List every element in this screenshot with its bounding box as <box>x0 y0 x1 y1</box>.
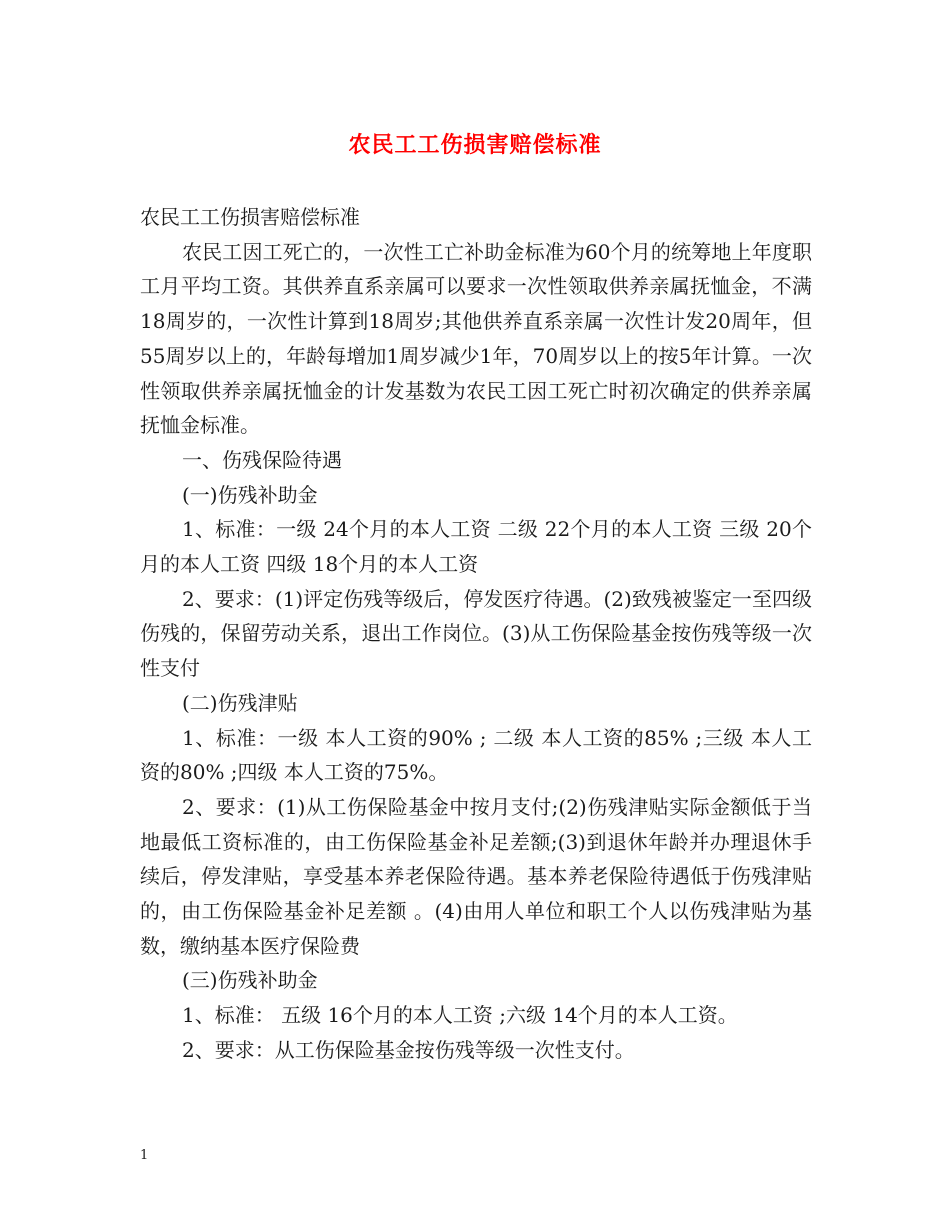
page-number: 1 <box>140 1148 149 1163</box>
paragraph-subsidy-standard: 1、标准：一级 24个月的本人工资 二级 22个月的本人工资 三级 20个月的本人工资 四级 18个月的本人工资 <box>140 517 812 577</box>
document-title: 农民工工伤损害赔偿标准 <box>348 133 602 158</box>
paragraph-death-compensation: 农民工因工死亡的，一次性工亡补助金标准为60个月的统筹地上年度职工月平均工资。其供养直系亲属可以要求一次性领取供养亲属抚恤金，不满18周岁的，一次性计算到18周岁;其他供养直系亲属一次性计发20周年，但55周岁以上的，年龄每增加1周岁减少1年，70周岁以上的按5年计算。一次性领取供养亲属抚恤金的计发基数为农民工因工死亡时初次确定的供养亲属抚恤金标准。 <box>140 239 812 438</box>
subsection-heading-disability-subsidy-2: (三)伤残补助金 <box>182 968 318 993</box>
subsection-heading-disability-subsidy: (一)伤残补助金 <box>182 482 318 507</box>
subsection-heading-disability-allowance: (二)伤残津贴 <box>182 690 298 715</box>
paragraph-allowance-standard: 1、标准：一级 本人工资的90% ; 二级 本人工资的85% ;三级 本人工资的80% ;四级 本人工资的75%。 <box>140 725 812 785</box>
paragraph-subsidy-requirements-2: 2、要求：从工伤保险基金按伤残等级一次性支付。 <box>182 1037 635 1062</box>
body-heading: 农民工工伤损害赔偿标准 <box>140 205 360 229</box>
document-body <box>140 200 812 1068</box>
paragraph-subsidy-standard-2: 1、标准： 五级 16个月的本人工资 ;六级 14个月的本人工资。 <box>182 1003 738 1028</box>
paragraph-allowance-requirements: 2、要求：(1)从工伤保险基金中按月支付;(2)伤残津贴实际金额低于当地最低工资标准的，由工伤保险基金补足差额;(3)到退休年龄并办理退休手续后，停发津贴，享受基本养老保险待遇。基本养老保险待遇低于伤残津贴的，由工伤保险基金补足差额 。(4)由用人单位和职工个人以伤残津贴为基数，缴纳基本医疗保险费 <box>140 794 812 958</box>
paragraph-subsidy-requirements: 2、要求：(1)评定伤残等级后，停发医疗待遇。(2)致残被鉴定一至四级伤残的，保留劳动关系，退出工作岗位。(3)从工伤保险基金按伤残等级一次性支付 <box>140 586 812 681</box>
section-heading-disability-insurance: 一、伤残保险待遇 <box>182 447 342 472</box>
